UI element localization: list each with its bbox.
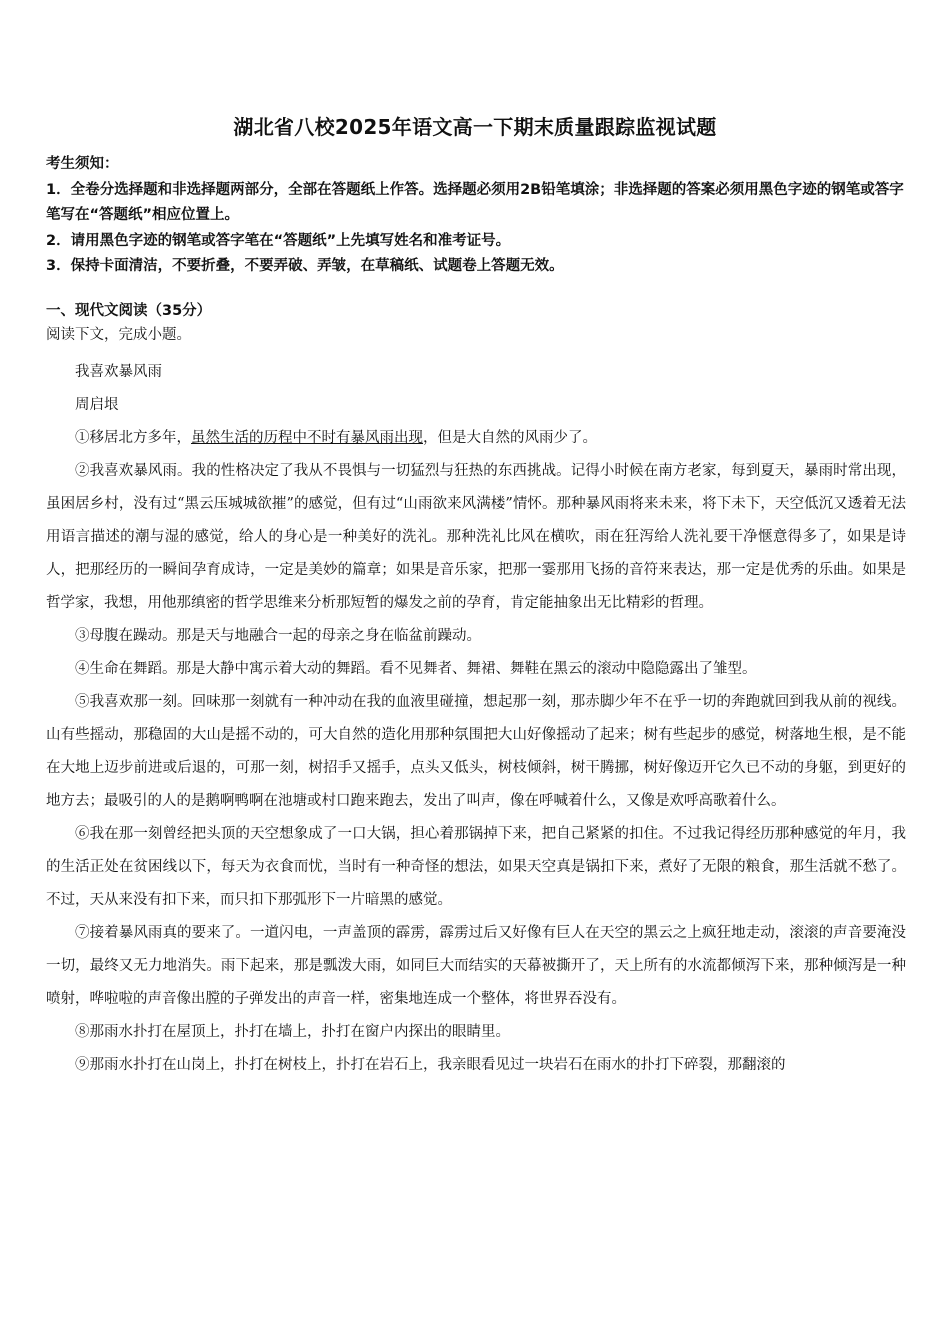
article-paragraph — [46, 422, 906, 455]
article-title: 我喜欢暴风雨 — [75, 364, 162, 380]
article-paragraph: ③母腹在躁动。那是天与地融合一起的母亲之身在临盆前躁动。 — [75, 628, 481, 644]
notice-item: 2．请用黑色字迹的钢笔或答字笔在“答题纸”上先填写姓名和准考证号。 — [46, 232, 511, 249]
article-paragraph: ②我喜欢暴风雨。我的性格决定了我从不畏惧与一切猛烈与狂热的东西挑战。记得小时候在南方老家，每到夏天，暴雨时常出现，虽困居乡村，没有过“黑云压城城欲摧”的感觉，但有过“山雨欲来风满楼”情怀。那种暴风雨将来未来，将下未下，天空低沉又透着无法用语言描述的潮与湿的感觉，给人的身心是一种美好的洗礼。那种洗礼比风在横吹，雨在狂泻给人洗礼要干净惬意得多了，如果是诗人，把那经历的一瞬间孕育成诗，一定是美妙的篇章；如果是音乐家，把那一霎那用飞扬的音符来表达，那一定是优秀的乐曲。如果是哲学家，我想，用他那缜密的哲学思维来分析那短暂的爆发之前的孕育，肯定能抽象出无比精彩的哲理。 — [46, 463, 906, 611]
notice-item: 3．保持卡面清洁，不要折叠，不要弄破、弄皱，在草稿纸、试题卷上答题无效。 — [46, 258, 564, 274]
article-paragraph: ④生命在舞蹈。那是大静中寓示着大动的舞蹈。看不见舞者、舞裙、舞鞋在黑云的滚动中隐隐露出了雏型。 — [75, 661, 757, 677]
article-paragraph: ⑨那雨水扑打在山岗上，扑打在树枝上，扑打在岩石上，我亲眼看见过一块岩石在雨水的扑打下碎裂，那翻滚的 — [75, 1057, 786, 1073]
reading-article — [46, 356, 906, 1082]
article-author: 周启垠 — [75, 397, 119, 413]
article-paragraph: ⑦接着暴风雨真的要来了。一道闪电，一声盖顶的霹雳，霹雳过后又好像有巨人在天空的黑云之上疯狂地走动，滚滚的声音要淹没一切，最终又无力地消失。雨下起来，那是瓢泼大雨，如同巨大而结实的天幕被撕开了，天上所有的水流都倾泻下来，那种倾泻是一种喷射，哗啦啦的声音像出膛的子弹发出的声音一样，密集地连成一个整体，将世界吞没有。 — [46, 925, 906, 1007]
section-heading: 一、现代文阅读（35分） — [46, 303, 212, 319]
reading-instruction: 阅读下文，完成小题。 — [46, 327, 191, 343]
candidate-notice — [46, 152, 906, 280]
paragraph-tail: ，但是大自然的风雨少了。 — [423, 430, 597, 446]
paragraph-lead: ①移居北方多年， — [75, 430, 191, 446]
article-paragraph: ⑤我喜欢那一刻。回味那一刻就有一种冲动在我的血液里碰撞，想起那一刻，那赤脚少年不在乎一切的奔跑就回到我从前的视线。山有些摇动，那稳固的大山是摇不动的，可大自然的造化用那种氛围把大山好像摇动了起来；树有些起步的感觉，树落地生根，是不能在大地上迈步前进或后退的，可那一刻，树招手又摇手，点头又低头，树枝倾斜，树干腾挪，树好像迈开它久已不动的身躯，到更好的地方去；最吸引的人的是鹅啊鸭啊在池塘或村口跑来跑去，发出了叫声，像在呼喊着什么，又像是欢呼高歌着什么。 — [46, 694, 906, 809]
exam-title: 湖北省八校2025年语文高一下期末质量跟踪监视试题 — [233, 115, 717, 139]
notice-item: 1．全卷分选择题和非选择题两部分，全部在答题纸上作答。选择题必须用2B铅笔填涂；非选择题的答案必须用黑色字迹的钢笔或答字笔写在“答题纸”相应位置上。 — [46, 181, 904, 223]
underlined-sentence: 虽然生活的历程中不时有暴风雨出现 — [191, 430, 423, 446]
article-paragraph: ⑧那雨水扑打在屋顶上，扑打在墙上，扑打在窗户内探出的眼睛里。 — [75, 1024, 510, 1040]
article-paragraph: ⑥我在那一刻曾经把头顶的天空想象成了一口大锅，担心着那锅掉下来，把自己紧紧的扣住。不过我记得经历那种感觉的年月，我的生活正处在贫困线以下，每天为衣食而忧，当时有一种奇怪的想法，如果天空真是锅扣下来，煮好了无限的粮食，那生活就不愁了。不过，天从来没有扣下来，而只扣下那弧形下一片暗黑的感觉。 — [46, 826, 906, 908]
notice-heading: 考生须知： — [46, 156, 119, 172]
